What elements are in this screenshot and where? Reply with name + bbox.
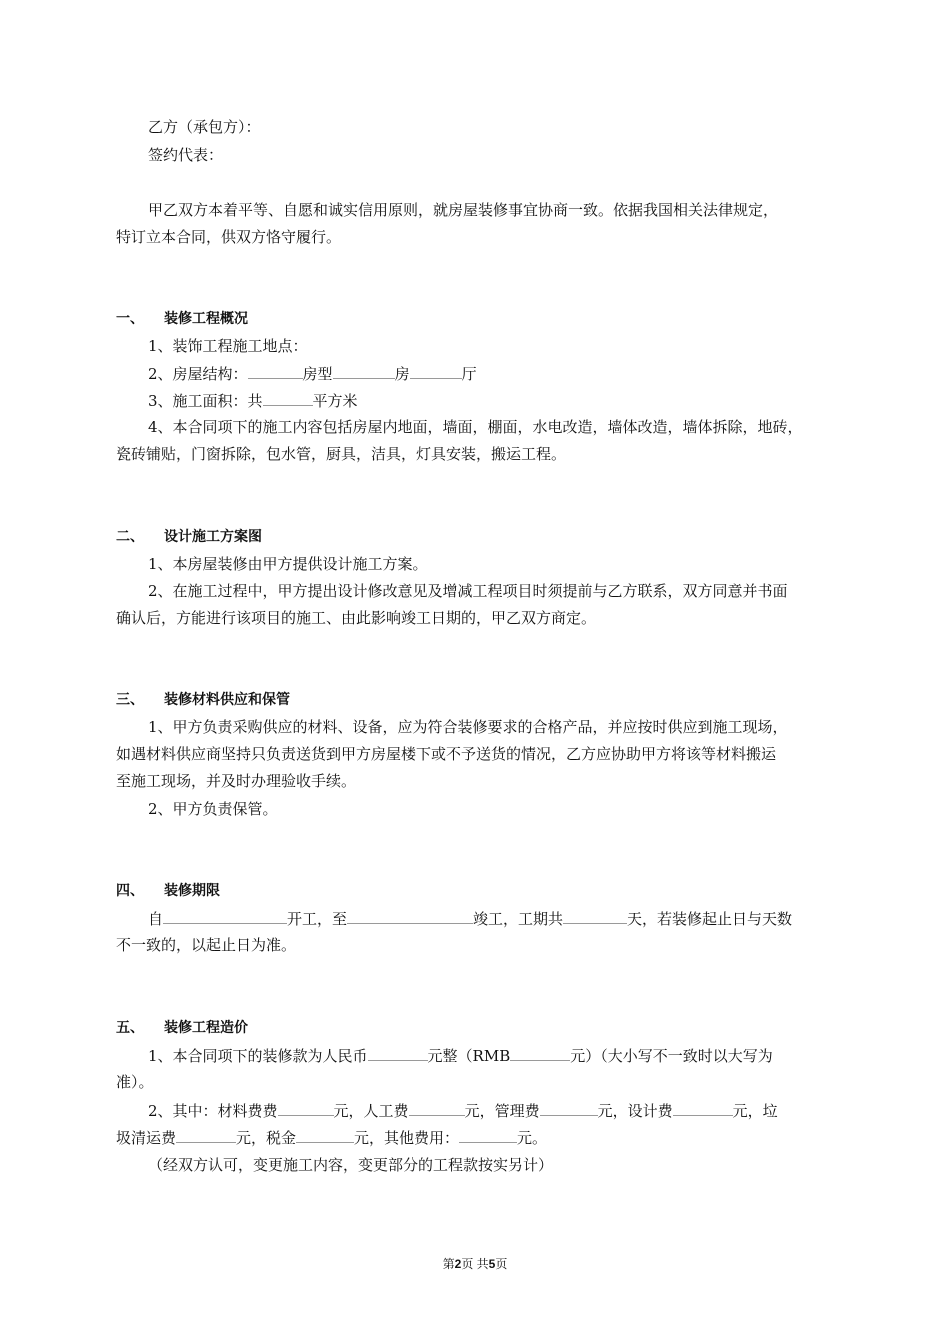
section-2-title: 设计施工方案图 bbox=[164, 529, 262, 545]
blank-field bbox=[673, 1100, 733, 1116]
blank-field bbox=[347, 908, 473, 924]
section-5-item-2-line-1 bbox=[148, 1100, 778, 1121]
section-5-item-1-line-1 bbox=[148, 1045, 773, 1066]
section-1-item-4-line-2: 瓷砖铺贴，门窗拆除，包水管，厨具，洁具，灯具安装，搬运工程。 bbox=[116, 445, 567, 463]
section-5-item-2-line-2 bbox=[116, 1127, 547, 1148]
section-1-item-2 bbox=[148, 363, 477, 384]
intro-line-1: 甲乙双方本着平等、自愿和诚实信用原则，就房屋装修事宜协商一致。依据我国相关法律规定， bbox=[148, 201, 779, 219]
footer-suffix: 页 bbox=[495, 1257, 508, 1271]
section-5-note: （经双方认可，变更施工内容，变更部分的工程款按实另计） bbox=[148, 1156, 554, 1174]
blank-field bbox=[248, 363, 303, 379]
page-footer bbox=[0, 1255, 950, 1272]
footer-middle: 页 共 bbox=[461, 1257, 489, 1271]
blank-field bbox=[163, 908, 287, 924]
section-4-number: 四、 bbox=[116, 883, 144, 899]
blank-field bbox=[410, 363, 462, 379]
section-2-item-2-line-1: 2、在施工过程中，甲方提出设计修改意见及增减工程项目时须提前与乙方联系，双方同意并书面 bbox=[148, 582, 788, 600]
yuan-end: 元。 bbox=[517, 1129, 548, 1147]
intro-line-2: 特订立本合同，供双方恪守履行。 bbox=[116, 228, 342, 246]
start-label: 开工，至 bbox=[287, 910, 348, 928]
blank-field bbox=[563, 908, 627, 924]
blank-field bbox=[459, 1127, 517, 1143]
section-2-item-2-line-2: 确认后，方能进行该项目的施工、由此影响竣工日期的，甲乙双方商定。 bbox=[116, 609, 597, 627]
section-3-number: 三、 bbox=[116, 692, 144, 708]
section-2-item-1: 1、本房屋装修由甲方提供设计施工方案。 bbox=[148, 555, 428, 573]
section-1-number: 一、 bbox=[116, 311, 144, 327]
page-number: 2 bbox=[454, 1257, 462, 1271]
hall-label: 厅 bbox=[461, 365, 477, 383]
section-5-number: 五、 bbox=[116, 1020, 144, 1036]
page-total: 5 bbox=[488, 1257, 496, 1271]
days-label: 天，若装修起止日与天数 bbox=[627, 910, 793, 928]
rmb-whole-label: 元整（RMB bbox=[427, 1047, 511, 1065]
section-2-number: 二、 bbox=[116, 529, 144, 545]
section-5-title: 装修工程造价 bbox=[164, 1020, 248, 1036]
section-3-item-1-line-3: 至施工现场，并及时办理验收手续。 bbox=[116, 772, 357, 790]
blank-field bbox=[409, 1100, 465, 1116]
section-4-line-2: 不一致的，以起止日为准。 bbox=[116, 936, 297, 954]
section-1-title: 装修工程概况 bbox=[164, 311, 248, 327]
section-1-item-1: 1、装饰工程施工地点： bbox=[148, 337, 308, 355]
party-b-label: 乙方（承包方）： bbox=[148, 118, 261, 136]
section-4-line-1 bbox=[148, 908, 792, 929]
party-b-rep: 签约代表： bbox=[148, 146, 224, 164]
section-3-item-2: 2、甲方负责保管。 bbox=[148, 800, 278, 818]
section-3-title: 装修材料供应和保管 bbox=[164, 692, 290, 708]
section-3-item-1-line-2: 如遇材料供应商坚持只负责送货到甲方房屋楼下或不予送货的情况，乙方应协助甲方将该等材料搬运 bbox=[116, 745, 777, 763]
blank-field bbox=[368, 1045, 428, 1061]
blank-field bbox=[296, 1127, 354, 1143]
section-5-item-1-line-2: 准）。 bbox=[116, 1073, 154, 1091]
from-label: 自 bbox=[148, 910, 164, 928]
rmb-label: 1、本合同项下的装修款为人民币 bbox=[148, 1047, 368, 1065]
blank-field bbox=[510, 1045, 570, 1061]
material-fee-label: 2、其中：材料费费 bbox=[148, 1102, 278, 1120]
section-1-item-4-line-1: 4、本合同项下的施工内容包括房屋内地面，墙面，棚面，水电改造，墙体改造，墙体拆除，地砖， bbox=[148, 418, 803, 436]
design-fee-label: 元，设计费 bbox=[597, 1102, 673, 1120]
house-type-label: 房型 bbox=[302, 365, 333, 383]
item-2-label: 2、房屋结构： bbox=[148, 365, 248, 383]
case-note: 元）（大小写不一致时以大写为 bbox=[570, 1047, 773, 1065]
footer-prefix: 第 bbox=[442, 1257, 455, 1271]
section-1-item-3 bbox=[148, 390, 358, 411]
blank-field bbox=[263, 390, 313, 406]
area-unit: 平方米 bbox=[312, 392, 358, 410]
other-fee-label: 元，其他费用： bbox=[354, 1129, 460, 1147]
blank-field bbox=[176, 1127, 236, 1143]
garbage-label-start: 元，垃 bbox=[732, 1102, 778, 1120]
completion-label: 竣工，工期共 bbox=[473, 910, 564, 928]
blank-field bbox=[278, 1100, 334, 1116]
area-label: 3、施工面积：共 bbox=[148, 392, 263, 410]
labor-fee-label: 元，人工费 bbox=[333, 1102, 409, 1120]
section-3-item-1-line-1: 1、甲方负责采购供应的材料、设备，应为符合装修要求的合格产品，并应按时供应到施工现场， bbox=[148, 718, 788, 736]
room-label: 房 bbox=[394, 365, 410, 383]
garbage-fee-label: 圾清运费 bbox=[116, 1129, 177, 1147]
blank-field bbox=[540, 1100, 598, 1116]
blank-field bbox=[333, 363, 395, 379]
tax-label: 元，税金 bbox=[236, 1129, 297, 1147]
management-fee-label: 元，管理费 bbox=[464, 1102, 540, 1120]
section-4-title: 装修期限 bbox=[164, 883, 220, 899]
